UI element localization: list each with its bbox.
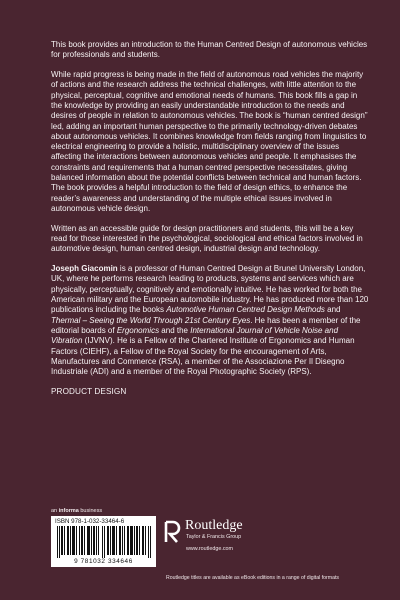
book-title-1: Automotive Human Centred Design Methods xyxy=(166,305,325,315)
informa-tagline: an informa business xyxy=(51,508,103,514)
publisher-url[interactable]: www.routledge.com xyxy=(186,546,234,552)
barcode-digits: 9 781032 334646 xyxy=(74,558,133,565)
author-bio: Joseph Giacomin is a professor of Human Centred Design at Brunel University London, UK, where he performs research leading to products, systems and services which are physically, perceptually, cognitively and emotionally intuitive. He has worked for both the American military and the European automobile industry. He has produced more than 120 publications including the books Automotive Human Centred Design Methods and Thermal – Seeing the World Through 21st Century Eyes. He has been a member of the editorial boards of Ergonomics and the International Journal of Vehicle Noise and Vibration (IJVNV). He is a Fellow of the Chartered Institute of Ergonomics and Human Factors (CIEHF), a Fellow of the Royal Society for the encouragement of Arts, Manufactures and Commerce (RSA), a member of the Associazione Per Il Disegno Industriale (ADI) and a member of the Royal Photographic Society (RPS). xyxy=(51,264,369,377)
ebook-note: Routledge titles are available as eBook editions in a range of digital formats xyxy=(166,575,340,581)
audience-paragraph: Written as an accessible guide for design practitioners and students, this will be a key read for those interested in the psychological, sociological and ethical factors involved in automotive design, human centred design, industrial design and technology. xyxy=(51,223,363,254)
barcode-icon xyxy=(57,526,151,558)
description-paragraph: While rapid progress is being made in the field of autonomous road vehicles the majority of actions and the research address the technical challenges, with little attention to the physical, perceptual, cognitive and emotional needs of humans. This book fills a gap in the knowledge by providing an easily understandable introduction to the needs and desires of people in relation to autonomous vehicles. The book is “human centred design” led, adding an important human perspective to the primarily technology-driven debates about autonomous vehicles. It combines knowledge from fields ranging from linguistics to electrical engineering to provide a holistic, multidisciplinary overview of the issues affecting the interactions between autonomous vehicles and people. It emphasises the constraints and requirements that a human centred perspective necessitates, giving balanced information about the potential conflicts between technical and human factors. The book provides a helpful introduction to the field of design ethics, to enhance the reader’s awareness and understanding of the multiple ethical issues involved in autonomous vehicle design. xyxy=(51,70,368,213)
book-title-2: Thermal – Seeing the World Through 21st Century Eyes xyxy=(51,315,251,325)
back-cover-text xyxy=(51,40,369,397)
isbn-barcode xyxy=(51,516,156,567)
journal-title-1: Ergonomics xyxy=(116,325,160,335)
isbn-number: ISBN 978-1-032-33464-6 xyxy=(55,518,125,525)
author-name: Joseph Giacomin xyxy=(51,264,118,274)
journal-title-2: International Journal of Vehicle Noise and Vibration xyxy=(51,325,339,346)
publisher-group: Taylor & Francis Group xyxy=(186,534,242,540)
subject-category: PRODUCT DESIGN xyxy=(51,386,127,396)
intro-paragraph: This book provides an introduction to the Human Centred Design of autonomous vehicles for professionals and students. xyxy=(51,40,368,60)
publisher-name: Routledge xyxy=(185,518,243,533)
publisher-block xyxy=(163,518,283,568)
routledge-logo-icon xyxy=(163,520,181,544)
